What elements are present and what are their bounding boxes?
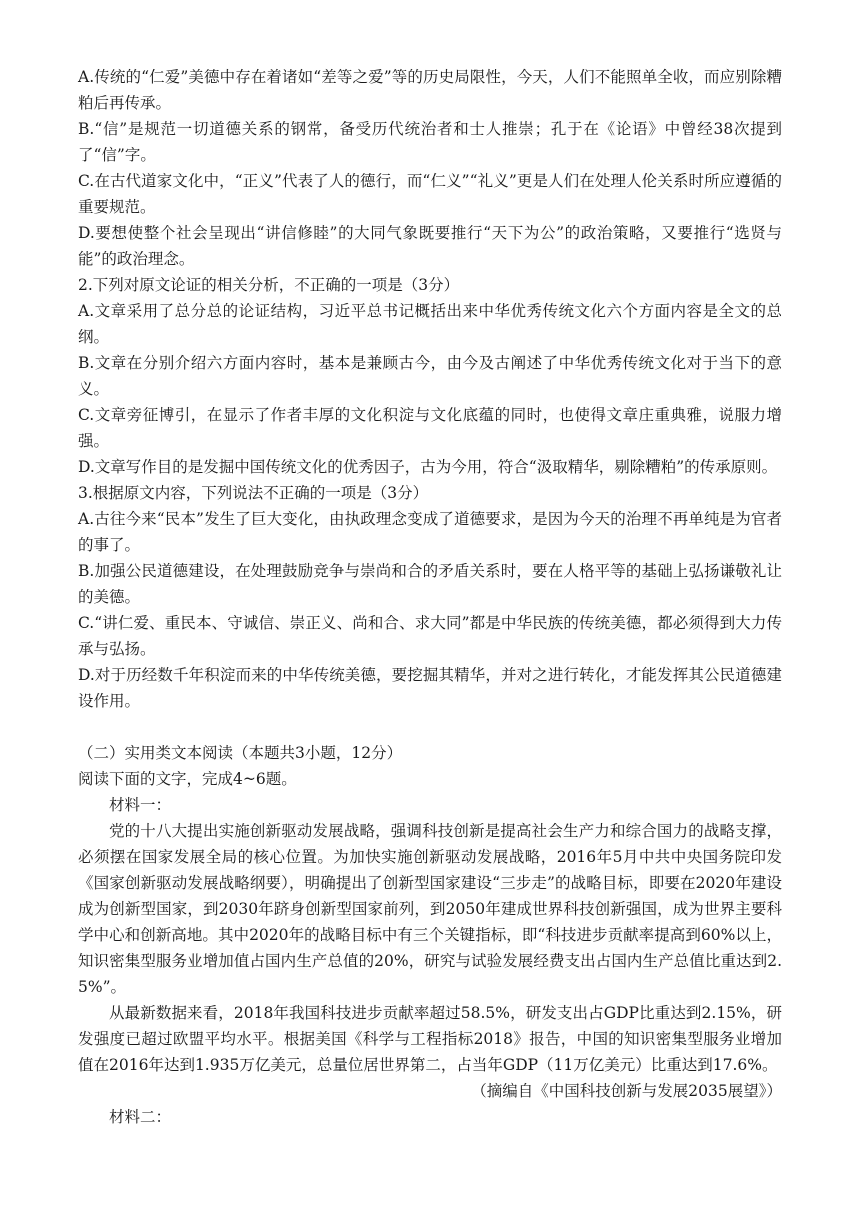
- section-spacer: [78, 714, 782, 740]
- section-2: [78, 740, 782, 1130]
- exam-page: [78, 64, 782, 1130]
- material-1-paragraph: 从最新数据来看，2018年我国科技进步贡献率超过58.5%，研发支出占GDP比重达到2.15%，研发强度已超过欧盟平均水平。根据美国《科学与工程指标2018》报告，中国的知识密集型服务业增加值在2016年达到1.935万亿美元，总量位居世界第二，占当年GDP（11万亿美元）比重达到17.6%。: [78, 1004, 782, 1074]
- material-1-source: （摘编自《中国科技创新与发展2035展望》）: [471, 1082, 782, 1100]
- material-1-paragraph: 党的十八大提出实施创新驱动发展战略，强调科技创新是提高社会生产力和综合国力的战略支撑，必须摆在国家发展全局的核心位置。为加快实施创新驱动发展战略，2016年5月中共中央国务院印发《国家创新驱动发展战略纲要），明确提出了创新型国家建设“三步走”的战略目标，即要在2020年建设成为创新型国家，到2030年跻身创新型国家前列，到2050年建成世界科技创新强国，成为世界主要科学中心和创新高地。其中2020年的战略目标中有三个关键指标，即“科技进步贡献率提高到60%以上，知识密集型服务业增加值占国内生产总值的20%，研究与试验发展经费支出占国内生产总值比重达到2.5%”。: [78, 822, 782, 996]
- q2-option-a: A.文章采用了总分总的论证结构，习近平总书记概括出来中华优秀传统文化六个方面内容是全文的总纲。: [78, 302, 782, 346]
- q1-option-d: D.要想使整个社会呈现出“讲信修睦”的大同气象既要推行“天下为公”的政治策略，又要推行“选贤与能”的政治理念。: [78, 224, 782, 268]
- q2-stem: 2.下列对原文论证的相关分析，不正确的一项是（3分）: [78, 276, 460, 294]
- q1-option-b: B.“信”是规范一切道德关系的钢常，备受历代统治者和士人推崇；孔于在《论语》中曾经38次提到了“信”字。: [78, 120, 782, 164]
- question-2: [78, 272, 782, 480]
- q3-option-c: C.“讲仁爱、重民本、守诚信、崇正义、尚和合、求大同”都是中华民族的传统美德，都必须得到大力传承与弘扬。: [78, 614, 782, 658]
- q2-option-c: C.文章旁征博引，在显示了作者丰厚的文化积淀与文化底蕴的同时，也使得文章庄重典雅，说服力增强。: [78, 406, 782, 450]
- q1-option-c: C.在古代道家文化中，“正义”代表了人的德行，而“仁义”“礼义”更是人们在处理人伦关系时所应遵循的重要规范。: [78, 172, 782, 216]
- question-1-options: [78, 64, 782, 272]
- section-2-heading: （二）实用类文本阅读（本题共3小题，12分）: [78, 744, 403, 762]
- material-2-label: 材料二：: [109, 1108, 172, 1126]
- material-1-label: 材料一：: [109, 796, 172, 814]
- q3-option-b: B.加强公民道德建设，在处理鼓励竞争与崇尚和合的矛盾关系时，要在人格平等的基础上弘扬谦敬礼让的美德。: [78, 562, 782, 606]
- q3-option-a: A.古往今来“民本”发生了巨大变化，由执政理念变成了道德要求，是因为今天的治理不再单纯是为官者的事了。: [78, 510, 782, 554]
- q1-option-a: A.传统的“仁爱”美德中存在着诸如“差等之爱”等的历史局限性，今天，人们不能照单全收，而应别除糟粕后再传承。: [78, 68, 782, 112]
- q2-option-d: D.文章写作目的是发掘中国传统文化的优秀因子，古为今用，符合“汲取精华，剔除糟粕”的传承原则。: [78, 458, 778, 476]
- q3-stem: 3.根据原文内容，下列说法不正确的一项是（3分）: [78, 484, 429, 502]
- q2-option-b: B.文章在分别介绍六方面内容时，基本是兼顾古今，由今及古阐述了中华优秀传统文化对于当下的意义。: [78, 354, 782, 398]
- section-2-instruction: 阅读下面的文字，完成4~6题。: [78, 770, 297, 788]
- q3-option-d: D.对于历经数千年积淀而来的中华传统美德，要挖掘其精华，并对之进行转化，才能发挥其公民道德建设作用。: [78, 666, 782, 710]
- question-3: [78, 480, 782, 714]
